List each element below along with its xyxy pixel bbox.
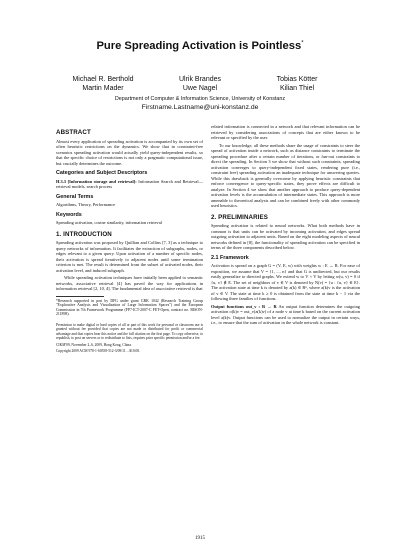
footnote-divider bbox=[56, 296, 104, 297]
introduction-paragraph-2: While spreading activation techniques have initially been applied to semantic networks, associative retrieval [4] has paved the way for applications in information retrieval [2, 10, 4]. The fundamental idea of associative retrieval is that bbox=[56, 275, 203, 291]
paper-title: Pure Spreading Activation is Pointless* bbox=[96, 40, 304, 52]
permission-notice: Permission to make digital or hard copies of all or part of this work for personal or classroom use is granted without fee provided that copies are not made or distributed for profit or commercial advantage and that copies bear this notice and the full citation on the first page. To copy otherwise, to republish, to post on servers or to redistribute to lists, requires prior specific permission and/or a fee. bbox=[56, 322, 203, 341]
introduction-heading: 1. INTRODUCTION bbox=[56, 230, 112, 238]
output-functions-desc: An output function determines the outgoing activation o(k)v = out_v(a(k)v) of a node v at time k based on the current activation level a(k)v. Output functions can be used to normalize the output in certain ways, i.e., to ensure that the sum of activation in the whole network is constant. bbox=[211, 303, 360, 325]
framework-paragraph: Activation is spread on a graph G = (V, E, w) with weights w : E → R. For ease of exposition, we assume that V = {1, ..., n} and that G is undirected, but our results easily generalize to directed graphs. We extend w to V × V by letting w(u, v) = 0 if {u, v} ∉ E. The set of neighbors of v ∈ V is denoted by N(v) = {u : {u, v} ∈ E}. The activation state at time k is denoted by a(k) ∈ Rⁿ, where a(k)v is the activation of v ∈ V. The state at time k ≥ 0 is obtained from the state at time k − 1 via the following three families of functions. bbox=[211, 263, 360, 301]
preliminaries-heading: 2. PRELIMINARIES bbox=[211, 213, 268, 221]
framework-heading: 2.1 Framework bbox=[211, 254, 249, 261]
conference-line: CIKM'09, November 2–6, 2009, Hong Kong, China. bbox=[56, 342, 132, 347]
categories-code: H.3.3 [Information storage and retrieval]: bbox=[56, 178, 137, 184]
author-name: Martin Mader bbox=[82, 85, 124, 92]
preliminaries-paragraph: Spreading activation is related to neural networks. What both methods have in common is that units can be activated by incoming activation, and edges spread outgoing activation to adjacent units. Based on the eight modeling aspects of neural networks defined in [8], the functionality of spreading activation can be specified in terms of the three components described below. bbox=[211, 223, 360, 250]
author-email: Firstname.Lastname@uni-konstanz.de bbox=[141, 104, 259, 111]
left-column bbox=[56, 124, 203, 355]
author-name: Ulrik Brandes bbox=[178, 76, 221, 83]
intro-continued: related information is connected in a network and that relevant information can be retrieved by considering associations of concepts that are either known to be relevant or specified by the user. bbox=[211, 124, 360, 140]
page-number: 1915 bbox=[195, 536, 205, 541]
categories-heading: Categories and Subject Descriptors bbox=[56, 170, 148, 176]
copyright-line: Copyright 2009 ACM 978-1-60558-512-3/09/11 ...$10.00. bbox=[56, 348, 141, 353]
intro-paragraph-3: To our knowledge, all these methods share the usage of constraints to steer the spread of activation inside a network, such as distance constraints to terminate the spreading procedure after a certain number of iterations, or fan-out constraints to direct the spreading. In Section 3 we show that without such constraints, spreading activation converges to query-independent fixed states, rendering pure (i.e., constraint free) spreading activation an inadequate technique for answering queries. While this drawback is generally overcome by applying heuristic constraints that enforce convergence to query-specific states, they prove effects are difficult to analyze. In Section 4 we show that another approach to produce query-dependent activation levels is the accumulation of intermediate states. This approach is more amenable to theoretical analysis and can be combined freely with other commonly used heuristics. bbox=[211, 142, 360, 208]
author-name: Tobias Kötter bbox=[276, 76, 318, 83]
output-functions-term: Output functions out_v : R → R bbox=[211, 303, 277, 309]
author-name: Kilian Thiel bbox=[279, 85, 315, 92]
author-name: Michael R. Berthold bbox=[72, 76, 134, 83]
right-column bbox=[211, 124, 360, 328]
author-row-1 bbox=[55, 75, 345, 84]
abstract-text: Almost every application of spreading activation is accompanied by its own set of often heuristic restrictions on the dynamics. We show that in constraint-free scenarios spreading activation would actually yield query-independent results, so that the specific choice of restrictions is not only a pragmatic computational issue, but crucially determines the outcome. bbox=[56, 138, 203, 166]
author-row-2 bbox=[55, 84, 345, 93]
affiliation: Department of Computer & Information Science, University of Konstanz bbox=[114, 96, 286, 102]
output-functions-paragraph bbox=[211, 304, 360, 326]
general-terms-heading: General Terms bbox=[56, 193, 94, 200]
keywords-heading: Keywords bbox=[56, 211, 82, 218]
keywords-text: Spreading activation, cosine similarity, information retrieval bbox=[56, 220, 162, 225]
author-block bbox=[55, 75, 345, 93]
general-terms-text: Algorithms, Theory, Performance bbox=[56, 202, 116, 207]
funding-footnote: *Research supported in part by DFG under grant GRK 1042 (Research Training Group "Explorative Analysis and Visualization of Large Information Spaces") and the European Commission in 7th Framework Programme (FP7-ICT-2007-C FET-Open, contract no. BISON-211898). bbox=[56, 298, 203, 317]
title-footnote-mark: * bbox=[301, 40, 304, 47]
categories-text bbox=[56, 179, 203, 190]
introduction-paragraph-1: Spreading activation was proposed by Quillian and Collins [7, 3] as a technique to query networks of information. It facilitates the extraction of subgraphs, nodes, or edges relevant to a given query. Upon activation of a number of specific nodes, their activation is spread iteratively to adjacent nodes until some termination criterion is met. The result is determined from the subset of activated nodes, their activation level, and induced subgraph. bbox=[56, 240, 203, 273]
abstract-heading: ABSTRACT bbox=[56, 129, 91, 136]
categories-desc: Information Search and Retrieval—retrieval models, search process bbox=[56, 178, 203, 189]
author-name: Uwe Nagel bbox=[182, 85, 218, 92]
